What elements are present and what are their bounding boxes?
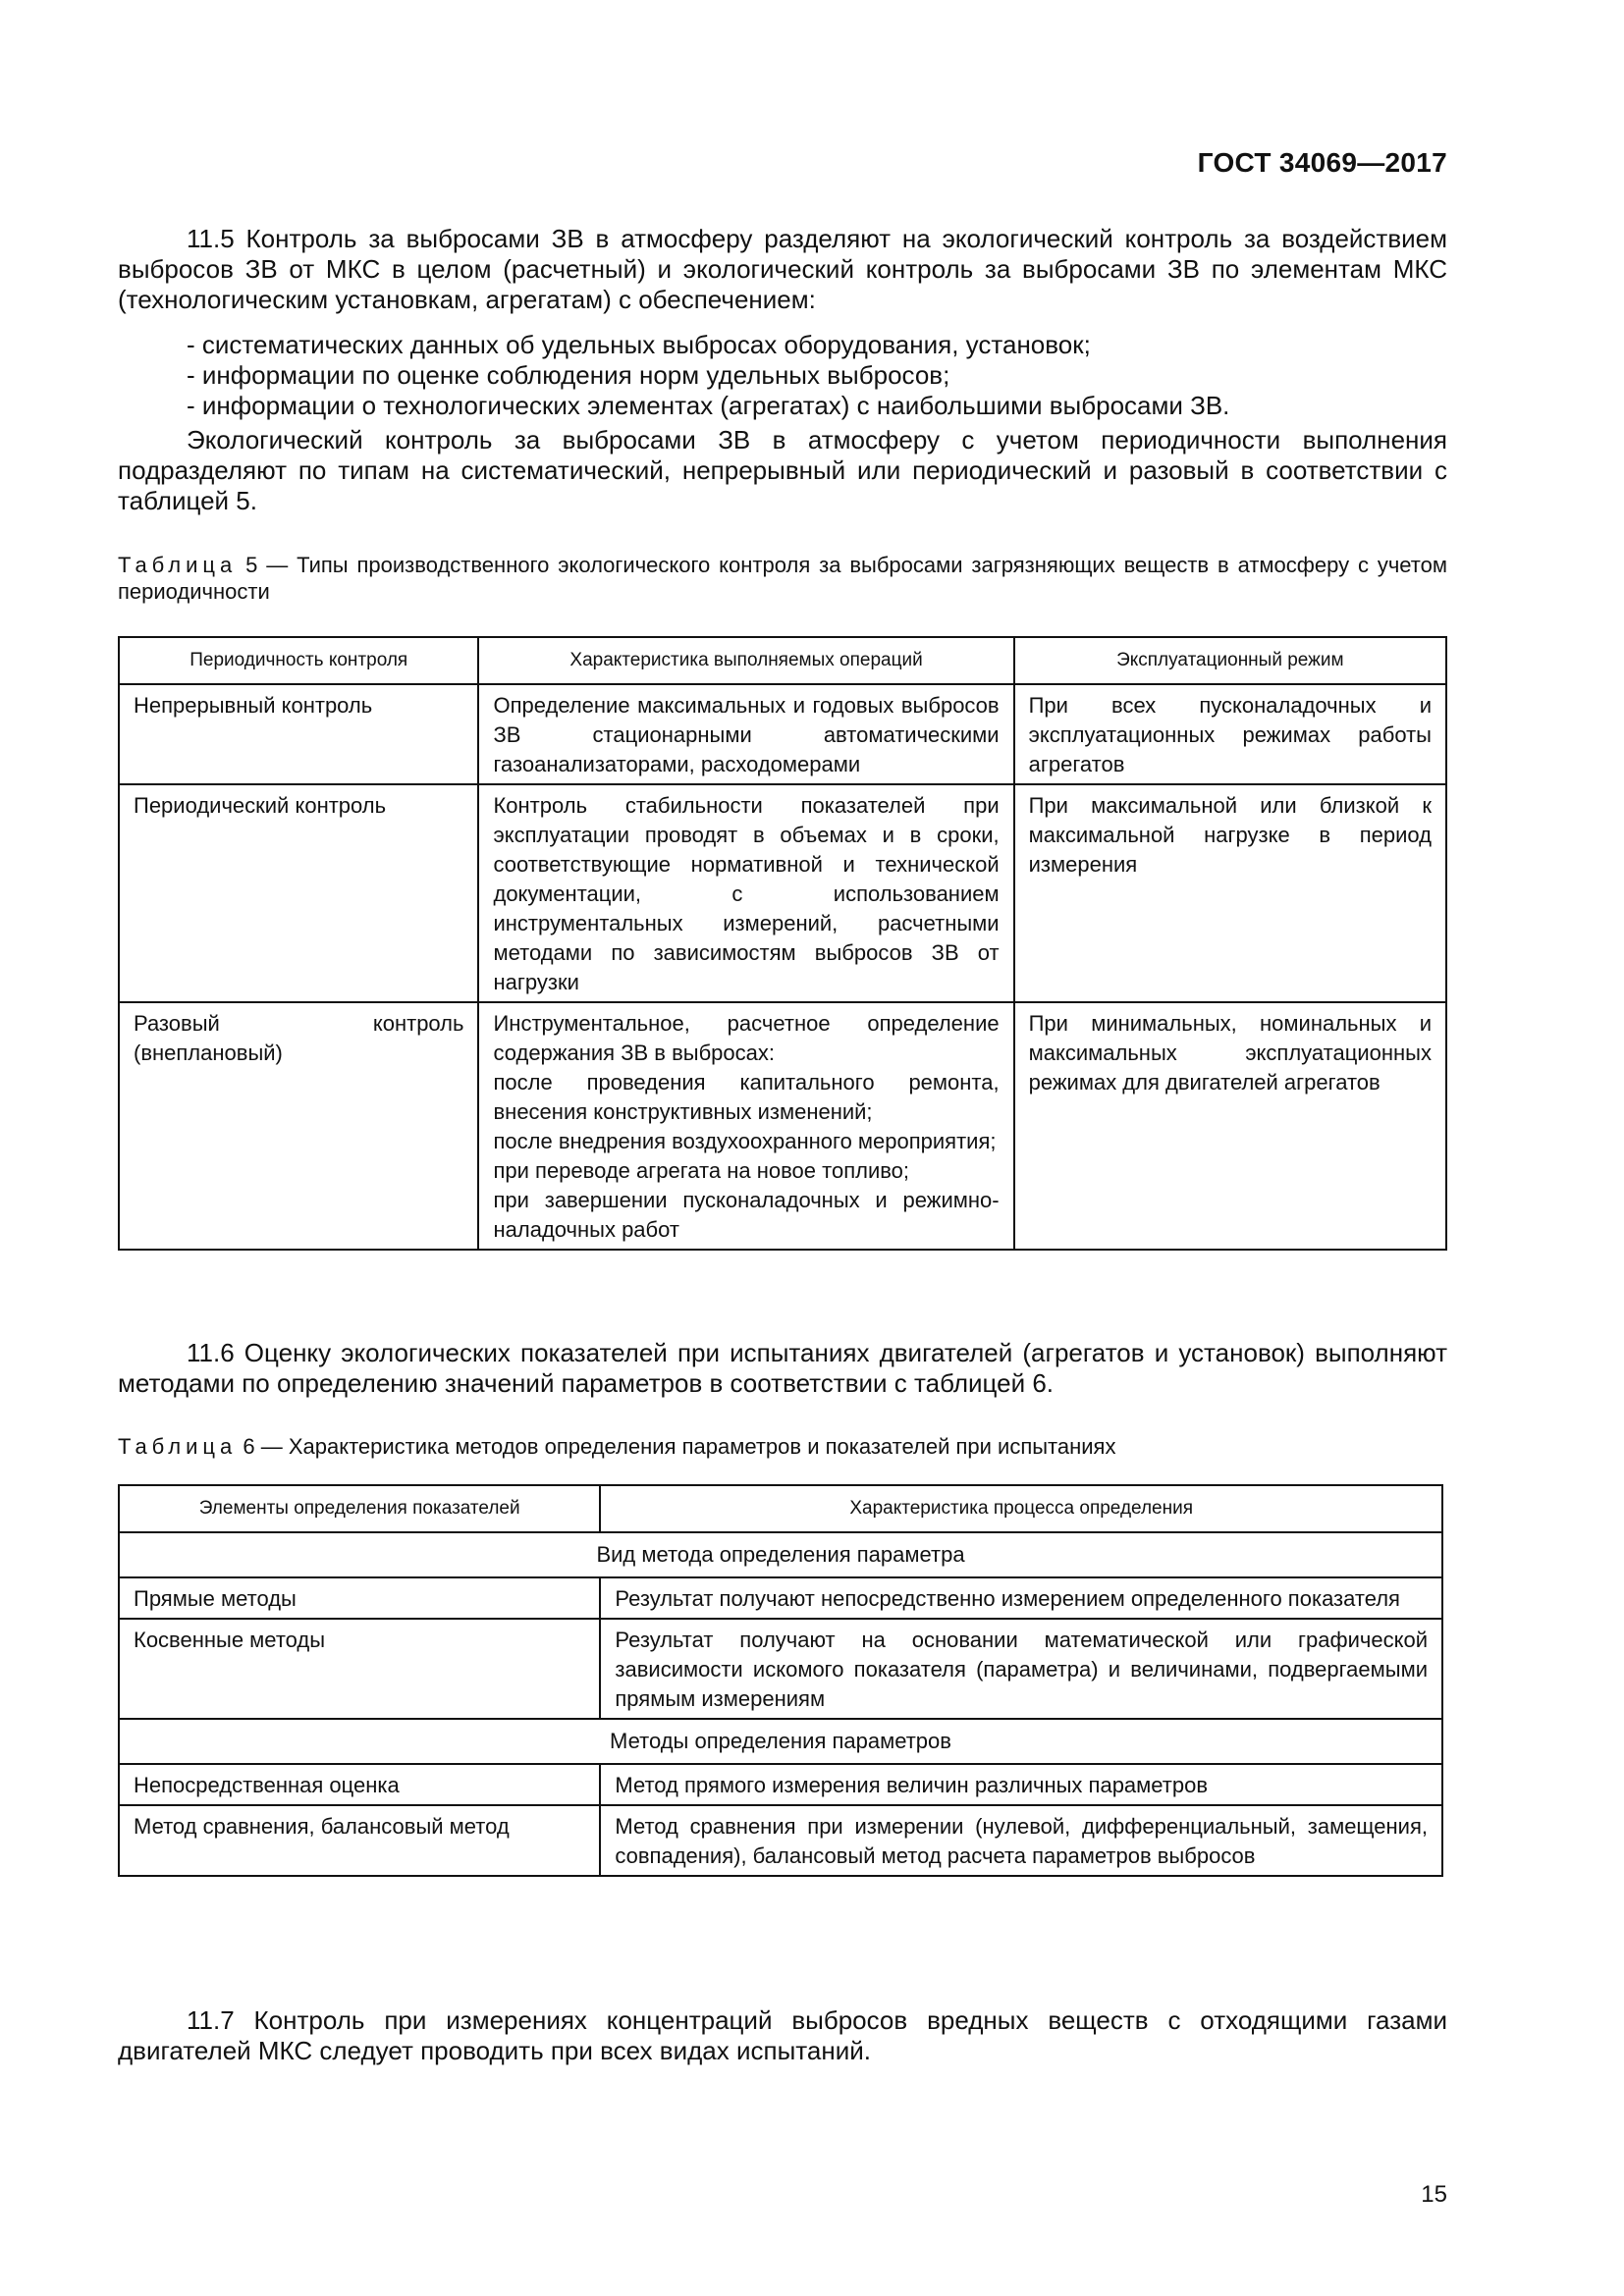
cell-line: Инструментальное, расчетное определение содержания ЗВ в выбросах: xyxy=(493,1011,1000,1065)
group-heading: Методы определения параметров xyxy=(119,1719,1442,1764)
bullet-item: - информации о технологических элементах (агрегатах) с наибольшими выбросами ЗВ. xyxy=(187,391,1230,420)
table-6-caption xyxy=(118,1433,1447,1460)
table-row xyxy=(119,1764,1442,1805)
table-cell: Разовый контроль (внеплановый) xyxy=(119,1002,478,1250)
table-row xyxy=(119,1619,1442,1719)
table-6 xyxy=(118,1484,1443,1877)
page-number: 15 xyxy=(1421,2181,1447,2208)
group-heading: Вид метода определения параметра xyxy=(119,1532,1442,1577)
table-cell: Прямые методы xyxy=(119,1577,600,1619)
table-row xyxy=(119,1577,1442,1619)
column-header: Периодичность контроля xyxy=(119,637,478,684)
table-cell: Непосредственная оценка xyxy=(119,1764,600,1805)
table-cell: Непрерывный контроль xyxy=(119,684,478,784)
table-cell: Косвенные методы xyxy=(119,1619,600,1719)
table-cell: Метод сравнения при измерении (нулевой, дифференциальный, замещения, совпадения), балансовый метод расчета параметров выбросов xyxy=(600,1805,1442,1876)
cell-line: после проведения капитального ремонта, внесения конструктивных изменений; xyxy=(493,1070,1000,1124)
standard-header: ГОСТ 34069—2017 xyxy=(1197,147,1447,178)
column-header: Характеристика процесса определения xyxy=(600,1485,1442,1532)
table-cell: При максимальной или близкой к максимальной нагрузке в период измерения xyxy=(1014,784,1446,1002)
table-5 xyxy=(118,636,1447,1251)
table-header-row xyxy=(119,1485,1442,1532)
table-group-row xyxy=(119,1719,1442,1764)
table-cell: Результат получают непосредственно измерением определенного показателя xyxy=(600,1577,1442,1619)
table-cell: Результат получают на основании математической или графической зависимости искомого показателя (параметра) и величинами, подвергаемыми прямым измерениям xyxy=(600,1619,1442,1719)
table-cell: Метод сравнения, балансовый метод xyxy=(119,1805,600,1876)
table-label: Таблица xyxy=(118,1434,238,1459)
bullet-item: - систематических данных об удельных выбросах оборудования, установок; xyxy=(187,330,1091,359)
table-label: Таблица xyxy=(118,553,238,577)
table-row xyxy=(119,684,1446,784)
paragraph-11-6: 11.6 Оценку экологических показателей при испытаниях двигателей (агрегатов и установок) выполняют методами по определению значений параметров в соответствии с таблицей 6. xyxy=(118,1338,1447,1398)
column-header: Эксплуатационный режим xyxy=(1014,637,1446,684)
table-row xyxy=(119,1002,1446,1250)
table-cell: Метод прямого измерения величин различных параметров xyxy=(600,1764,1442,1805)
table-5-caption xyxy=(118,552,1447,605)
cell-line: при завершении пусконаладочных и режимно-наладочных работ xyxy=(493,1188,1000,1242)
table-cell xyxy=(478,1002,1013,1250)
column-header: Элементы определения показателей xyxy=(119,1485,600,1532)
bullet-item: - информации по оценке соблюдения норм удельных выбросов; xyxy=(187,360,950,390)
paragraph-11-7: 11.7 Контроль при измерениях концентраций выбросов вредных веществ с отходящими газами двигателей МКС следует проводить при всех видах испытаний. xyxy=(118,2005,1447,2065)
table-row xyxy=(119,784,1446,1002)
table-group-row xyxy=(119,1532,1442,1577)
table-cell: Контроль стабильности показателей при эксплуатации проводят в объемах и в сроки, соответствующие нормативной и технической документации, с использованием инструментальных измерений, расчетными методами по зависимостям выбросов ЗВ от нагрузки xyxy=(478,784,1013,1002)
table-cell: При всех пусконаладочных и эксплуатационных режимах работы агрегатов xyxy=(1014,684,1446,784)
table-cell: При минимальных, номинальных и максимальных эксплуатационных режимах для двигателей агрегатов xyxy=(1014,1002,1446,1250)
column-header: Характеристика выполняемых операций xyxy=(478,637,1013,684)
paragraph-11-5-intro: 11.5 Контроль за выбросами ЗВ в атмосферу разделяют на экологический контроль за воздействием выбросов ЗВ от МКС в целом (расчетный) и экологический контроль за выбросами ЗВ по элементам МКС (технологическим установкам, агрегатам) с обеспечением: xyxy=(118,224,1447,314)
cell-line: после внедрения воздухоохранного мероприятия; xyxy=(493,1129,997,1153)
paragraph-11-5-followup: Экологический контроль за выбросами ЗВ в атмосферу с учетом периодичности выполнения подразделяют по типам на систематический, непрерывный или периодический и разовый в соответствии с таблицей 5. xyxy=(118,425,1447,515)
table-header-row xyxy=(119,637,1446,684)
cell-line: при переводе агрегата на новое топливо; xyxy=(493,1158,910,1183)
table-6-caption-text: 6 — Характеристика методов определения параметров и показателей при испытаниях xyxy=(237,1434,1116,1459)
table-row xyxy=(119,1805,1442,1876)
table-cell: Периодический контроль xyxy=(119,784,478,1002)
table-5-caption-text: 5 — Типы производственного экологического контроля за выбросами загрязняющих веществ в атмосферу с учетом периодичности xyxy=(118,553,1447,604)
table-cell: Определение максимальных и годовых выбросов ЗВ стационарными автоматическими газоанализаторами, расходомерами xyxy=(478,684,1013,784)
